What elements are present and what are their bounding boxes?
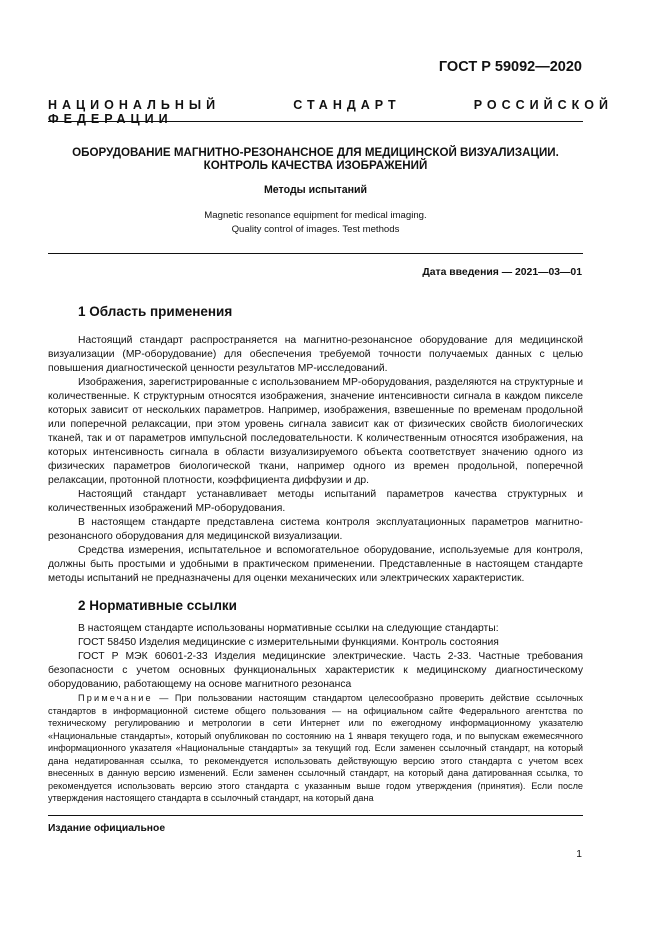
section-1-paragraph: Средства измерения, испытательное и вспомогательное оборудование, используемые для контроля, должны быть простыми и удобными в практическом применении. Представленные в настоящем стандарте методы испытаний не предназначены для оценки механических или электрических характеристик. (48, 545, 583, 584)
national-standard-banner: НАЦИОНАЛЬНЫЙ СТАНДАРТ РОССИЙСКОЙ ФЕДЕРАЦИИ (48, 98, 613, 126)
note-text: — При пользовании настоящим стандартом целесообразно проверить действие ссылочных стандартов в информационной системе общего пользования — на официальном сайте Федерального агентства по техническому регулированию и метрологии в сети Интернет или по ежегодному информационному указателю «Национальные стандарты», который опубликован по состоянию на 1 января текущего года, и по выпускам ежемесячного информационного указателя «Национальные стандарты» за текущий год. Если заменен ссылочный стандарт, на который дана недатированная ссылка, то рекомендуется использовать действующую версию этого стандарта с учетом всех внесенных в данную версию изменений. Если заменен ссылочный стандарт, на который дана датированная ссылка, то рекомендуется использовать версию этого стандарта с указанным выше годом утверждения (принятия). Если после утверждения настоящего стандарта в ссылочный стандарт, на который дана (48, 693, 583, 803)
official-edition-label: Издание официальное (48, 823, 166, 834)
standard-number: ГОСТ Р 59092—2020 (438, 59, 582, 75)
english-title-line-1: Magnetic resonance equipment for medical imaging. (204, 210, 427, 221)
title-line-1: ОБОРУДОВАНИЕ МАГНИТНО-РЕЗОНАНСНОЕ ДЛЯ МЕДИЦИНСКОЙ ВИЗУАЛИЗАЦИИ. (72, 146, 559, 159)
footer-rule (48, 815, 583, 816)
note-prefix: Примечание (78, 693, 153, 703)
document-title (48, 146, 583, 172)
normative-reference: ГОСТ Р МЭК 60601-2-33 Изделия медицинские электрические. Часть 2-33. Частные требования безопасности с учетом основных функциональных характеристик к медицинскому диагностическому оборудованию, работающему на основе магнитного резонанса (48, 651, 583, 690)
document-subtitle: Методы испытаний (263, 184, 368, 196)
section-1-paragraph: Настоящий стандарт распространяется на магнитно-резонансное оборудование для медицинской визуализации (МР-оборудование) для обеспечения требуемой точности получаемых данных с целью повышения диагностической ценности результатов МР-исследований. (48, 335, 583, 374)
page-number: 1 (576, 849, 582, 860)
section-1-paragraph: В настоящем стандарте представлена система контроля эксплуатационных параметров магнитно-резонансного оборудования для медицинской визуализации. (48, 517, 583, 542)
section-2-note (48, 692, 583, 805)
section-1-paragraph: Изображения, зарегистрированные с использованием МР-оборудования, разделяются на структурные и количественные. К структурным относятся изображения, значение интенсивности сигнала в каждом пикселе которых зависит от нескольких параметров. Например, изображения, взвешенные по временам продольной или поперечной релаксации, при этом уровень сигнала зависит как от физических свойств биологических тканей, так и от параметров импульсной последовательности. К количественным относятся изображения, на которых интенсивность сигнала в области визуализируемого объекта соответствует значению одного из физических параметров биологической ткани, например одного из времен продольной, поперечной релаксации, протонной плотности, коэффициента диффузии и др. (48, 377, 583, 486)
introduction-date: Дата введения — 2021—03—01 (422, 267, 582, 278)
title-line-2: КОНТРОЛЬ КАЧЕСТВА ИЗОБРАЖЕНИЙ (203, 159, 428, 172)
english-title-line-2: Quality control of images. Test methods (231, 224, 400, 235)
section-1-heading: 1 Область применения (78, 304, 233, 319)
english-title (48, 209, 583, 237)
section-1-paragraph: Настоящий стандарт устанавливает методы испытаний параметров качества структурных и количественных изображений МР-оборудования. (48, 489, 583, 514)
header-rule (48, 121, 583, 122)
title-rule (48, 253, 583, 254)
section-2-paragraph: В настоящем стандарте использованы нормативные ссылки на следующие стандарты: (78, 623, 499, 634)
section-2-heading: 2 Нормативные ссылки (78, 598, 237, 613)
normative-reference: ГОСТ 58450 Изделия медицинские с измерительными функциями. Контроль состояния (78, 637, 499, 648)
